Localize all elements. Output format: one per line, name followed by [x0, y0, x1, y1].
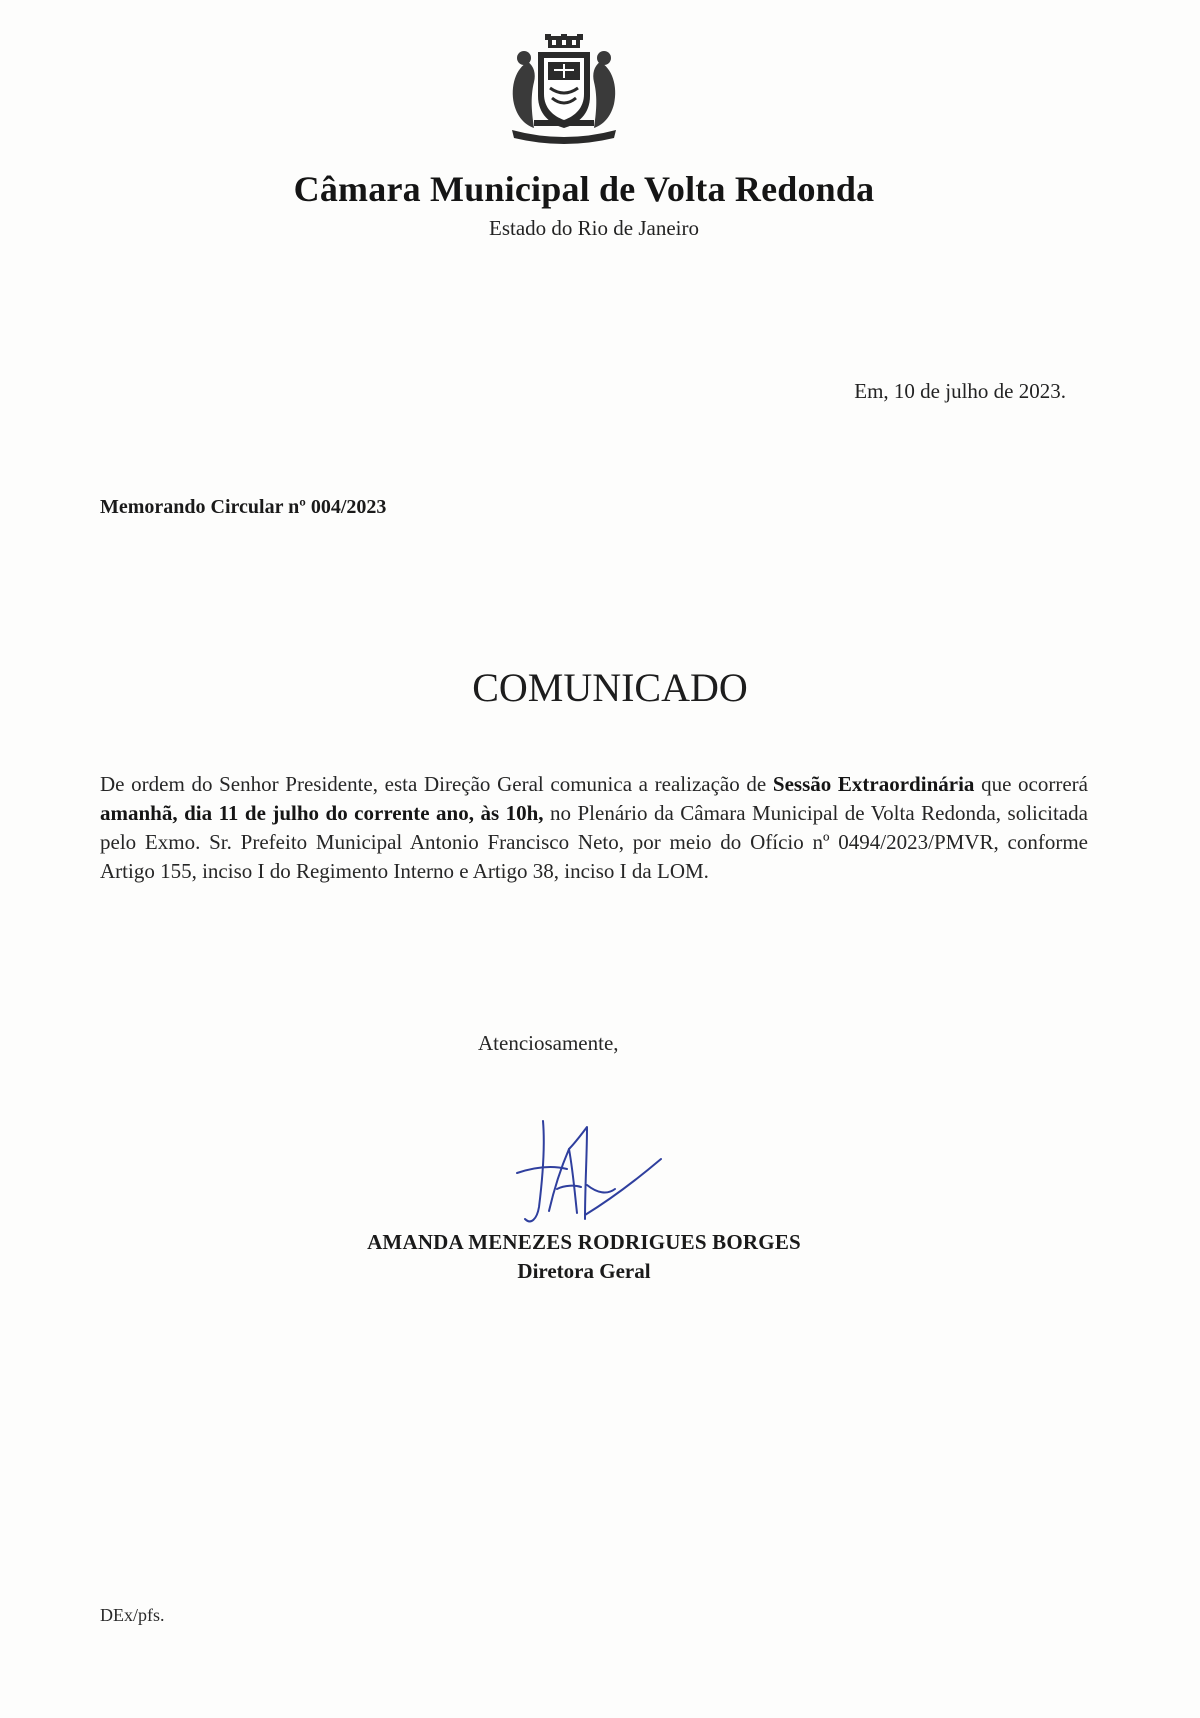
body-text-part: que ocorrerá — [974, 772, 1088, 796]
notice-heading: COMUNICADO — [472, 665, 748, 710]
signer-name: AMANDA MENEZES RODRIGUES BORGES — [367, 1230, 801, 1254]
notice-body — [100, 770, 1088, 886]
municipal-coat-of-arms-icon — [498, 34, 630, 146]
organization-title: Câmara Municipal de Volta Redonda — [293, 169, 875, 209]
reference-initials: DEx/pfs. — [100, 1605, 165, 1625]
body-bold-session: Sessão Extraordinária — [772, 772, 975, 796]
handwritten-signature-icon — [515, 1115, 665, 1233]
document-date: Em, 10 de julho de 2023. — [854, 379, 1066, 403]
memo-number: Memorando Circular nº 004/2023 — [100, 496, 387, 518]
closing-salutation: Atenciosamente, — [478, 1031, 619, 1055]
body-text-part: De ordem do Senhor Presidente, esta Direção Geral comunica a realização de — [100, 772, 773, 796]
signer-role: Diretora Geral — [517, 1259, 651, 1283]
organization-subtitle: Estado do Rio de Janeiro — [489, 216, 699, 240]
body-bold-date: amanhã, dia 11 de julho do corrente ano, às 10h, — [100, 801, 544, 825]
body-text-part: no Plenário da Câmara Municipal de Volta Redonda, solicitada pelo Exmo. Sr. Prefeito Municipal Antonio Francisco Neto, por meio do Ofício nº 0494/2023/PMVR, conforme Artigo 155, inciso I do Regimento Interno e Artigo 38, inciso I da LOM. — [100, 801, 1088, 883]
